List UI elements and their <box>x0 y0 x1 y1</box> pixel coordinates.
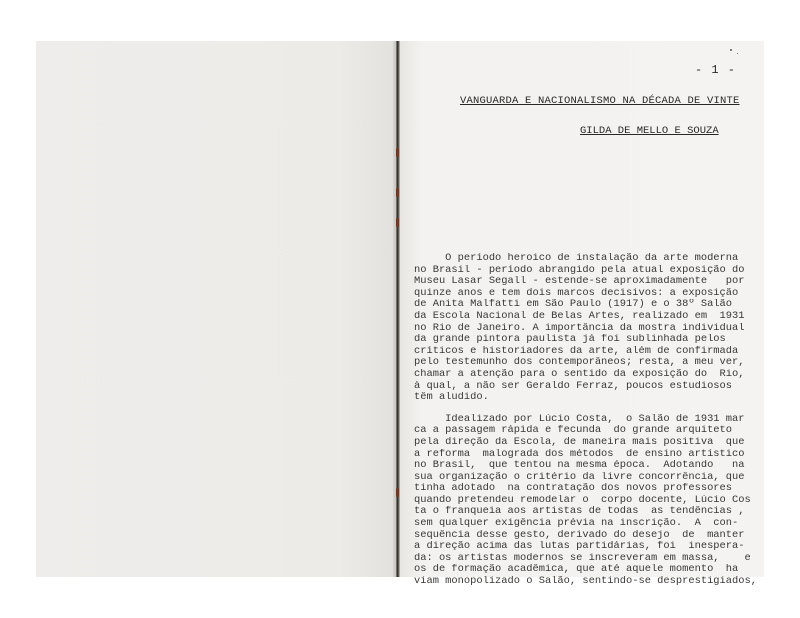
left-page-blank <box>36 41 393 577</box>
text-line: sua organização o critério da livre concorrência, que <box>414 471 745 483</box>
text-line: Museu Lasar Segall - estende-se aproximadamente por <box>414 276 745 288</box>
page-number: - 1 - <box>694 63 736 77</box>
right-page <box>400 41 764 588</box>
text-line: tinha adotado na contratação dos novos professores <box>414 483 733 495</box>
document-title: VANGUARDA E NACIONALISMO NA DÉCADA DE VINTE <box>460 95 740 107</box>
text-line: sem qualquer exigência prévia na inscrição. A con- <box>414 518 739 530</box>
text-line: da grande pintora paulista já foi sublinhada pelos <box>414 334 726 346</box>
text-line: os de formação acadêmica, que até aquele momento ha <box>414 564 739 576</box>
body-text <box>414 253 759 598</box>
text-line: no Brasil - período abrangido pela atual exposição do <box>414 264 745 276</box>
text-line: a direção acima das lutas partidárias, foi inespera- <box>414 541 745 553</box>
text-line: quinze anos e tem dois marcos decisivos: a exposição <box>414 287 739 299</box>
binding-stitch <box>396 188 399 197</box>
text-line: a reforma malograda dos métodos de ensino artístico <box>414 448 745 460</box>
text-line: têm aludido. <box>414 392 489 404</box>
text-line: à qual, a não ser Geraldo Ferraz, poucos estudiosos <box>414 380 733 392</box>
text-line: ta o franqueia aos artistas de todas as tendências , <box>414 506 745 518</box>
binding-stitch <box>396 148 399 157</box>
text-line: ca a passagem rápida e fecunda do grande arquiteto <box>414 425 733 437</box>
text-line: pela direção da Escola, de maneira mais positiva que <box>414 436 745 448</box>
text-line: pelo testemunho dos contemporâneos; resta, a meu ver, <box>414 357 745 369</box>
text-line: da Escola Nacional de Belas Artes, realizado em 1931 <box>414 310 745 322</box>
author-name: GILDA DE MELLO E SOUZA <box>580 125 719 137</box>
text-line: chamar a atenção para o sentido da exposição do Rio, <box>414 368 745 380</box>
text-line: O período heroico de instalação da arte moderna <box>414 253 739 264</box>
text-line: Idealizado por Lúcio Costa, o Salão de 1931 mar <box>414 413 745 425</box>
text-line: quando pretendeu remodelar o corpo docente, Lúcio Cos <box>414 494 751 506</box>
text-line: sequência desse gesto, derivado do desejo de manter <box>414 529 745 541</box>
text-line: no Brasil, que tentou na mesma época. Adotando na <box>414 460 745 472</box>
paragraph-1 <box>414 253 759 404</box>
text-line: viam monopolizado o Salão, sentindo-se desprestigiados, <box>414 576 757 588</box>
paper-speck <box>737 53 738 54</box>
paper-speck <box>730 49 732 51</box>
text-line: no Rio de Janeiro. A importância da mostra individual <box>414 322 745 334</box>
text-line: de Anita Malfatti em São Paulo (1917) e o 38º Salão <box>414 299 733 311</box>
book-spread <box>36 41 764 588</box>
text-line: críticos e historiadores da arte, além de confirmada <box>414 345 739 357</box>
binding-stitch <box>396 488 399 497</box>
text-line: da: os artistas modernos se inscreveram em massa, e <box>414 552 751 564</box>
paragraph-2 <box>414 414 759 588</box>
binding-stitch <box>396 218 399 227</box>
